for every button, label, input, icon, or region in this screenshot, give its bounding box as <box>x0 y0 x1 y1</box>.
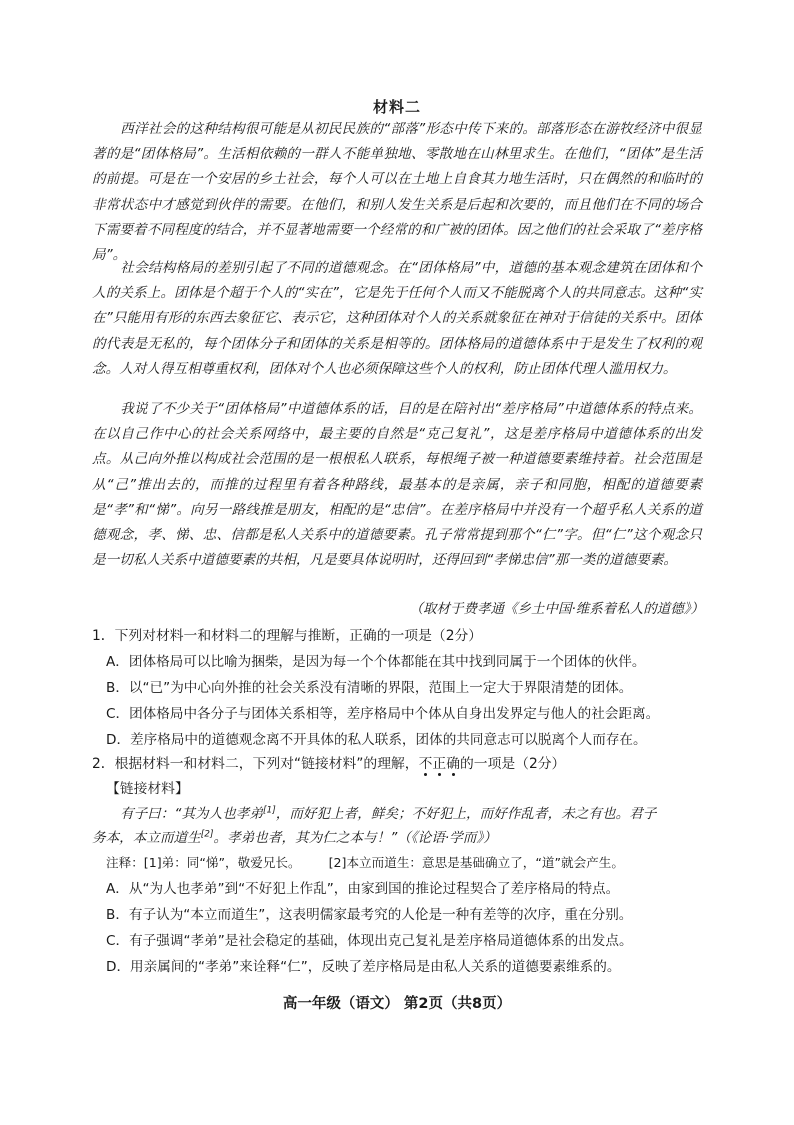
stem-text: 的一项是（2分） <box>460 756 566 772</box>
stem-text: 2．根据材料一和材料二，下列对“链接材料”的理解， <box>92 756 419 772</box>
footnote-ref: [1] <box>262 805 276 816</box>
question-1-stem: 1．下列对材料一和材料二的理解与推断，正确的一项是（2分） <box>92 628 483 644</box>
question-2-option-b[interactable]: B．有子认为“本立而道生”，这表明儒家最考究的人伦是一种有差等的次序，重在分别。 <box>106 907 633 923</box>
quote-text: 。孝弟也者，其为仁之本与！”（《论语·学而》） <box>213 830 497 846</box>
footnote-ref: [2] <box>200 829 214 840</box>
question-1-option-b[interactable]: B．以“已”为中心向外推的社会关系没有清晰的界限，范围上一定大于界限清楚的团体。 <box>106 680 633 696</box>
link-material-heading: 【链接材料】 <box>106 781 189 797</box>
quote-text: ，而好犯上者，鲜矣；不好犯上，而好作乱者，未之有也。君子 <box>275 806 657 822</box>
quote-text: 务本，本立而道生 <box>92 830 201 846</box>
link-quote-line-2 <box>92 826 497 846</box>
material-paragraph-2 <box>92 256 702 382</box>
question-2-option-a[interactable]: A．从“为人也孝弟”到“不好犯上作乱”，由家到国的推论过程契合了差序格局的特点。 <box>106 881 620 897</box>
page-footer: 高一年级（语文） 第2页（共8页） <box>282 996 512 1012</box>
material-paragraph-3 <box>92 397 702 573</box>
paragraph-text: 社会结构格局的差别引起了不同的道德观念。在“团体格局”中，道德的基本观念建筑在团体和个人的关系上。团体是个超于个人的“实在”，它是先于任何个人而又不能脱离个人的共同意志。这种“实在”只能用有形的东西去象征它、表示它，这种团体对个人的关系就象征在神对于信徒的关系中。团体的代表是无私的，每个团体分子和团体的关系是相等的。团体格局的道德体系中于是发生了权利的观念。人对人得互相尊重权利，团体对个人也必须保障这些个人的权利，防止团体代理人滥用权力。 <box>92 260 702 377</box>
question-1-option-c[interactable]: C．团体格局中各分子与团体关系相等，差序格局中个体从自身出发界定与他人的社会距离。 <box>106 706 660 722</box>
material-source: （取材于费孝通《乡土中国·维系着私人的道德》） <box>409 601 704 617</box>
link-quote-line-1 <box>120 802 656 822</box>
paragraph-text: 我说了不少关于“团体格局”中道德体系的话，目的是在陪衬出“差序格局”中道德体系的特点来。在以自己作中心的社会关系网络中，最主要的自然是“克己复礼”，这是差序格局中道德体系的出发点。从己向外推以构成社会范围的是一根根私人联系，每根绳子被一种道德要素维持着。社会范围是从“己”推出去的，而推的过程里有着各种路线，最基本的是亲属，亲子和同胞，相配的道德要素是“孝”和“悌”。向另一路线推是朋友，相配的是“忠信”。在差序格局中并没有一个超乎私人关系的道德观念，孝、悌、忠、信都是私人关系中的道德要素。孔子常常提到那个“仁”字。但“仁”这个观念只是一切私人关系中道德要素的共相，凡是要具体说明时，还得回到“孝悌忠信”那一类的道德要素。 <box>92 401 702 569</box>
question-1-option-d[interactable]: D．差序格局中的道德观念离不开具体的私人联系，团体的共同意志可以脱离个人而存在。 <box>106 732 647 748</box>
emphasis-char: 确 <box>446 756 460 772</box>
link-notes <box>106 852 624 871</box>
material-paragraph-1 <box>92 117 702 268</box>
emphasis-char: 正 <box>432 756 447 772</box>
question-1-option-a[interactable]: A．团体格局可以比喻为捆柴，是因为每一个个体都能在其中找到同属于一个团体的伙伴。 <box>106 654 646 670</box>
emphasis-char: 不 <box>418 756 433 772</box>
question-2-option-c[interactable]: C．有子强调“孝弟”是社会稳定的基础，体现出克己复礼是差序格局道德体系的出发点。 <box>106 933 633 949</box>
note-1: 注释：[1]弟：同“悌”，敬爱兄长。 <box>106 855 301 870</box>
question-2-stem <box>92 752 565 772</box>
quote-text: 有子曰：“其为人也孝弟 <box>120 806 263 822</box>
material-title: 材料二 <box>372 98 421 116</box>
question-2-option-d[interactable]: D．用亲属间的“孝弟”来诠释“仁”，反映了差序格局是由私人关系的道德要素维系的。 <box>106 959 621 975</box>
note-2: [2]本立而道生：意思是基础确立了，“道”就会产生。 <box>328 855 624 870</box>
paragraph-text: 西洋社会的这种结构很可能是从初民民族的“部落”形态中传下来的。部落形态在游牧经济中很显著的是“团体格局”。生活相依赖的一群人不能单独地、零散地在山林里求生。在他们，“团体”是生活的前提。可是在一个安居的乡土社会，每个人可以在土地上自食其力地生活时，只在偶然的和临时的非常状态中才感觉到伙伴的需要。在他们，和别人发生关系是后起和次要的，而且他们在不同的场合下需要着不同程度的结合，并不显著地需要一个经常的和广被的团体。因之他们的社会采取了“差序格局”。 <box>92 121 702 264</box>
